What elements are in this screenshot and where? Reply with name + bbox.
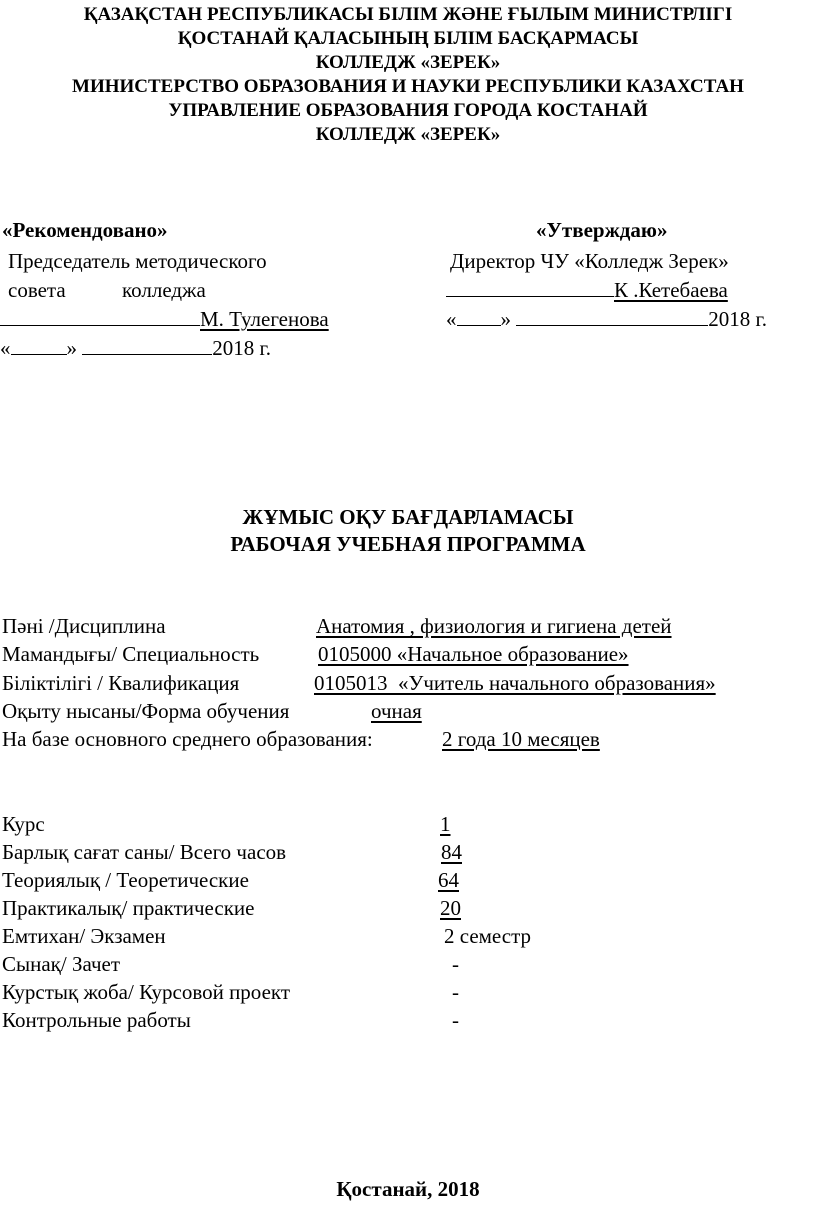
- program-value: 2 года 10 месяцев: [442, 727, 600, 751]
- recommended-signature-line: [0, 307, 329, 331]
- header-department-ru: УПРАВЛЕНИЕ ОБРАЗОВАНИЯ ГОРОДА КОСТАНАЙ: [168, 100, 648, 121]
- program-label: Біліктілігі / Квалификация: [2, 671, 240, 695]
- program-value: очная: [371, 699, 422, 723]
- date-close-quote: »: [500, 307, 511, 331]
- program-row: [2, 614, 166, 638]
- hours-value: 64: [438, 868, 459, 892]
- hours-label: Курстық жоба/ Курсовой проект: [2, 980, 290, 1004]
- hours-label: Барлық сағат саны/ Всего часов: [2, 840, 287, 864]
- hours-label: Теориялық / Теоретические: [2, 868, 249, 892]
- hours-value: 1: [440, 812, 451, 836]
- program-value: Анатомия , физиология и гигиена детей: [316, 614, 672, 638]
- hours-value: -: [452, 952, 459, 976]
- day-blank: [11, 336, 67, 355]
- program-label: Оқыту нысаны/Форма обучения: [2, 699, 290, 723]
- recommended-date-line: [0, 336, 271, 360]
- recommended-signer: М. Тулегенова: [200, 307, 329, 331]
- hours-value: -: [452, 980, 459, 1004]
- date-open-quote: «: [0, 336, 11, 360]
- recommended-council-word: совета: [8, 278, 66, 302]
- header-ministry-ru: МИНИСТЕРСТВО ОБРАЗОВАНИЯ И НАУКИ РЕСПУБЛИКИ КАЗАХСТАН: [72, 76, 744, 97]
- title-ru: РАБОЧАЯ УЧЕБНАЯ ПРОГРАММА: [230, 532, 586, 556]
- date-open-quote: «: [446, 307, 457, 331]
- hours-value: 84: [441, 840, 462, 864]
- approved-director-line: Директор ЧУ «Колледж Зерек»: [450, 249, 729, 273]
- approved-year: 2018 г.: [708, 307, 767, 331]
- program-value: 0105000 «Начальное образование»: [318, 642, 629, 666]
- signature-blank: [446, 278, 614, 297]
- month-blank: [82, 336, 212, 355]
- header-ministry-kz: ҚАЗАҚСТАН РЕСПУБЛИКАСЫ БІЛІМ ЖӘНЕ ҒЫЛЫМ МИНИСТРЛІГІ: [83, 4, 733, 25]
- approved-date-line: [446, 307, 767, 331]
- title-kz: ЖҰМЫС ОҚУ БАҒДАРЛАМАСЫ: [242, 505, 574, 529]
- recommended-year: 2018 г.: [212, 336, 271, 360]
- recommended-college-word: колледжа: [122, 278, 206, 302]
- program-label: Пәні /Дисциплина: [2, 614, 166, 638]
- recommended-heading: «Рекомендовано»: [2, 218, 168, 242]
- footer-place-year: Қостанай, 2018: [336, 1177, 480, 1201]
- program-label: Мамандығы/ Специальность: [2, 642, 260, 666]
- date-close-quote: »: [66, 336, 77, 360]
- hours-label: Практикалық/ практические: [2, 896, 255, 920]
- hours-value: 20: [440, 896, 461, 920]
- approved-signature-line: [446, 278, 728, 302]
- hours-label: Сынақ/ Зачет: [2, 952, 121, 976]
- signature-blank: [0, 307, 200, 326]
- header-college-kz: КОЛЛЕДЖ «ЗЕРЕК»: [315, 52, 501, 73]
- approved-heading: «Утверждаю»: [536, 218, 668, 242]
- program-value: 0105013 «Учитель начального образования»: [314, 671, 716, 695]
- month-blank: [516, 307, 708, 326]
- hours-label: Контрольные работы: [2, 1008, 191, 1032]
- recommended-chair-line: Председатель методического: [8, 249, 267, 273]
- header-college-ru: КОЛЛЕДЖ «ЗЕРЕК»: [315, 124, 501, 145]
- hours-value: 2 семестр: [444, 924, 532, 948]
- header-department-kz: ҚОСТАНАЙ ҚАЛАСЫНЫҢ БІЛІМ БАСҚАРМАСЫ: [177, 28, 639, 49]
- day-blank: [457, 307, 501, 326]
- program-label: На базе основного среднего образования:: [2, 727, 373, 751]
- approved-signer: К .Кетебаева: [614, 278, 728, 302]
- hours-value: -: [452, 1008, 459, 1032]
- hours-label: Курс: [2, 812, 45, 836]
- hours-label: Емтихан/ Экзамен: [2, 924, 166, 948]
